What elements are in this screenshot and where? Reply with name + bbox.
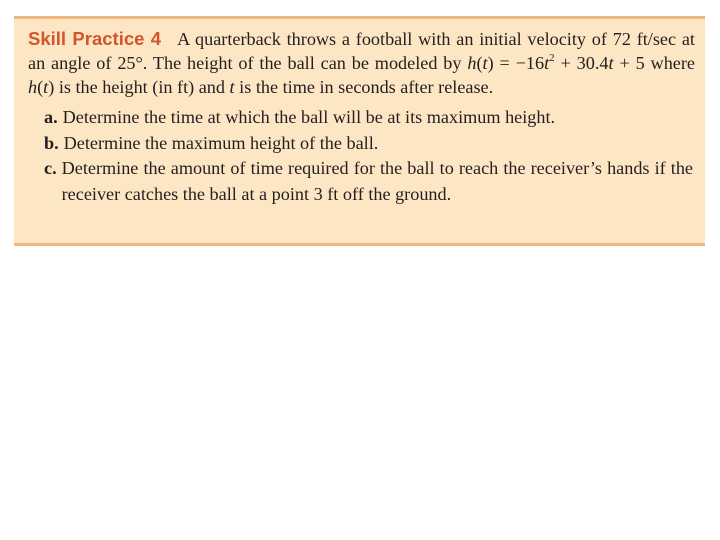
skill-practice-title: Skill Practice 4: [28, 28, 162, 49]
intro-text: ) is the height (in ft) and: [48, 76, 230, 97]
question-part-c: [28, 156, 695, 207]
variable-t: t: [608, 52, 614, 73]
question-parts-list: [28, 105, 695, 207]
variable-t: t: [544, 52, 550, 73]
intro-text: A quarterback throws a football with an initial velocity of 72 ft/sec at an angle of 25°. The height of the ball can be modeled by: [28, 29, 695, 73]
part-letter: c.: [44, 158, 57, 179]
equation-part: + 5 where: [613, 52, 695, 73]
intro-text: is the time in seconds after release.: [234, 76, 494, 97]
equation-part: + 30.4: [554, 52, 609, 73]
part-text: Determine the time at which the ball will be at its maximum height.: [62, 107, 556, 128]
function-name: h: [467, 52, 477, 73]
paren-open: (: [37, 76, 44, 97]
variable-t: t: [482, 52, 488, 73]
part-letter: a.: [44, 107, 58, 128]
part-text: Determine the maximum height of the ball.: [63, 132, 379, 153]
variable-t: t: [43, 76, 49, 97]
problem-statement: [28, 27, 695, 99]
part-text: Determine the amount of time required for the ball to reach the receiver’s hands if the receiver catches the ball at a point 3 ft off the ground.: [61, 158, 693, 204]
paren-open: (: [476, 52, 483, 73]
question-part-b: [28, 131, 695, 157]
part-letter: b.: [44, 132, 59, 153]
variable-t: t: [229, 76, 235, 97]
function-name: h: [28, 76, 38, 97]
exponent: 2: [549, 51, 555, 64]
question-part-a: [28, 105, 695, 131]
skill-practice-box: [14, 16, 705, 246]
equation-part: ) = −16: [487, 52, 545, 73]
